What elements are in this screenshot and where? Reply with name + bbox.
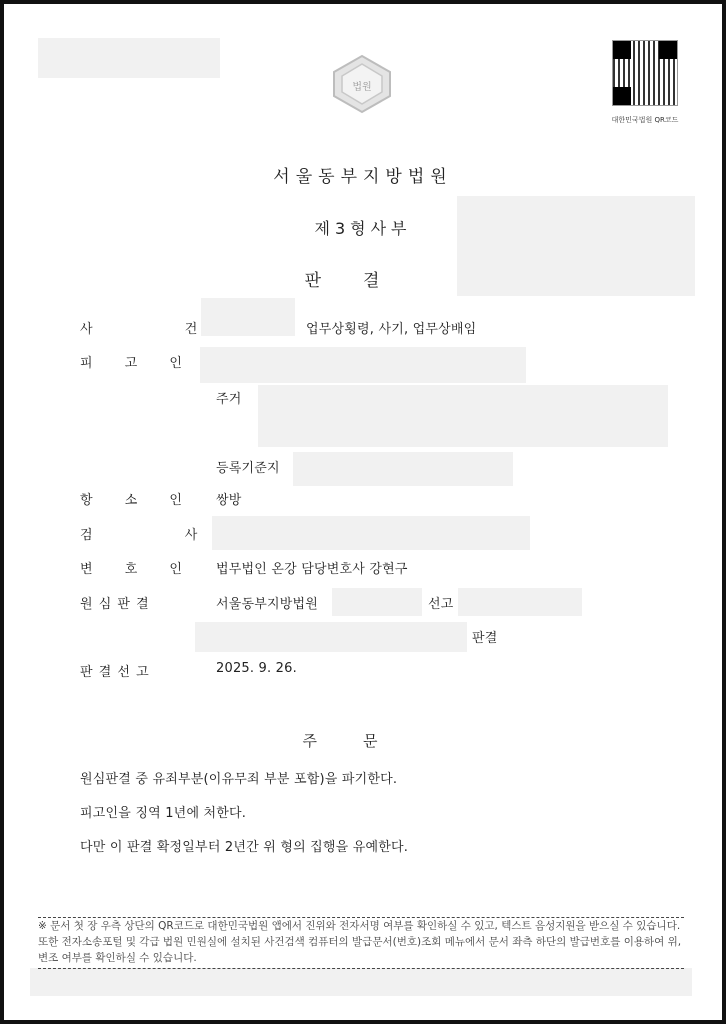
ruling-line-2: 피고인을 징역 1년에 처한다. bbox=[80, 806, 247, 821]
sentence-date-value: 2025. 9. 26. bbox=[216, 661, 297, 676]
ruling-line-1: 원심판결 중 유죄부분(이유무죄 부분 포함)을 파기한다. bbox=[80, 772, 398, 787]
redacted-issue-number bbox=[30, 968, 692, 996]
redacted-original-number bbox=[195, 622, 467, 652]
registration-label: 등록기준지 bbox=[216, 461, 280, 476]
sentence-date-label: 판 결 선 고 bbox=[80, 665, 150, 680]
original-pronounced: 선고 bbox=[428, 597, 454, 612]
appellant-label: 항 소 인 bbox=[80, 493, 196, 508]
ruling-line-3: 다만 이 판결 확정일부터 2년간 위 형의 집행을 유예한다. bbox=[80, 840, 409, 855]
appellant-value: 쌍방 bbox=[216, 493, 242, 508]
footer-notice: ※ 문서 첫 장 우측 상단의 QR코드로 대한민국법원 앱에서 진위와 전자서명 여부를 확인하실 수 있고, 텍스트 음성지원을 받으실 수 있습니다. 또한 전자소송포털 및 각급 법원 민원실에 설치된 사건검색 컴퓨터의 발급문서(번호)조회 메뉴에서 문서 좌측 하단의 발급번호를 이용하여 위,변조 여부를 확인하실 수 있습니다. bbox=[38, 917, 684, 969]
division-name: 제3형사부 bbox=[314, 219, 412, 238]
document-type: 판결 bbox=[304, 271, 422, 291]
original-judgment: 판결 bbox=[472, 631, 498, 646]
prosecutor-label: 검 사 bbox=[80, 528, 242, 543]
counsel-value: 법무법인 온강 담당변호사 강현구 bbox=[216, 562, 408, 577]
case-value: 업무상횡령, 사기, 업무상배임 bbox=[306, 322, 477, 337]
redacted-address bbox=[258, 385, 668, 447]
court-emblem-icon bbox=[326, 50, 398, 116]
ruling-heading: 주문 bbox=[302, 732, 424, 750]
redacted-defendant-name bbox=[200, 347, 526, 383]
redacted-original-case bbox=[332, 588, 422, 616]
defendant-label: 피 고 인 bbox=[80, 356, 196, 371]
qr-caption: 대한민국법원 QR코드 bbox=[611, 116, 679, 124]
court-name: 서울동부지방법원 bbox=[273, 167, 453, 187]
original-judgment-label: 원 심 판 결 bbox=[80, 597, 150, 612]
qr-code-icon bbox=[612, 40, 678, 106]
address-label: 주거 bbox=[216, 392, 242, 407]
counsel-label: 변 호 인 bbox=[80, 562, 196, 577]
emblem-text: 법원 bbox=[352, 82, 372, 93]
redacted-prosecutor bbox=[212, 516, 530, 550]
redacted-original-date bbox=[458, 588, 582, 616]
redacted-registration bbox=[293, 452, 513, 486]
original-court: 서울동부지방법원 bbox=[216, 597, 319, 612]
redacted-header-block bbox=[38, 38, 220, 78]
case-label: 사 건 bbox=[80, 322, 242, 337]
